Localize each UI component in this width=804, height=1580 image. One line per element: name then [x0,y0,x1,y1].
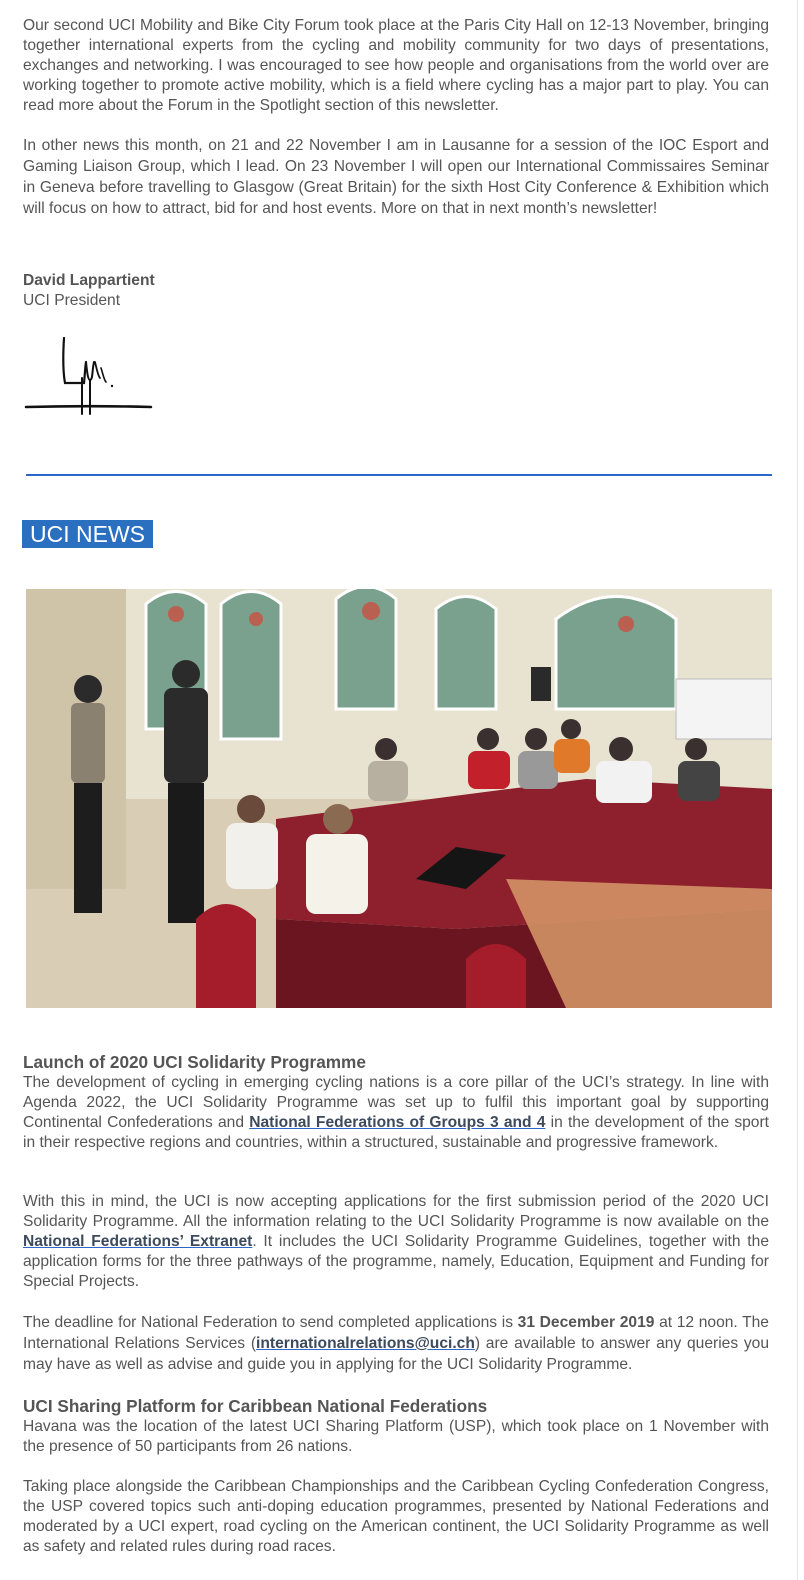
article-1-paragraph-2 [23,1192,769,1292]
article-1-p1-text-a: The development of cycling in emerging cycling nations is a core pillar of the UCI’s strategy. In line with Agenda 2022, the UCI Solidarity Programme was set up to fulfil this important goal by supporting Continental Confederations and [23,1074,769,1131]
section-divider [26,474,772,476]
article-1-p2-text-b: . It includes the UCI Solidarity Programme Guidelines, together with the application forms for the three pathways of the programme, namely, Education, Equipment and Funding for Special Projects. [23,1233,769,1290]
article-1-paragraph-3 [23,1312,769,1375]
handwritten-signature [24,334,156,420]
intro-paragraph-1: Our second UCI Mobility and Bike City Forum took place at the Paris City Hall on 12-13 November, bringing together international experts from the cycling and mobility community for two days of presentations, exchanges and networking. I was encouraged to see how people and organisations from the world over are working together to promote active mobility, which is a field where cycling has a major part to play. You can read more about the Forum in the Spotlight section of this newsletter. [23,17,769,114]
article-1-p3-text-c: ) are available to answer any queries you may have as well as advise and guide you in applying for the UCI Solidarity Programme. [23,1335,769,1373]
intro-paragraph-2: In other news this month, on 21 and 22 November I am in Lausanne for a session of the IOC Esport and Gaming Liaison Group, which I lead. On 23 November I will open our International Commissaires Seminar in Geneva before travelling to Glasgow (Great Britain) for the sixth Host City Conference & Exhibition which will focus on how to attract, bid for and host events. More on that in next month’s newsletter! [23,137,769,217]
article-2-paragraph-2: Taking place alongside the Caribbean Championships and the Caribbean Cycling Confederation Congress, the USP covered topics such anti-doping education programmes, presented by National Federations and moderated by a UCI expert, road cycling on the American continent, the UCI Solidarity Programme as well as safety and related rules during road races. [23,1478,769,1555]
article-1-title: Launch of 2020 UCI Solidarity Programme [23,1052,366,1072]
article-1-p3-text-a: The deadline for National Federation to send completed applications is [23,1314,518,1331]
section-title-badge: UCI NEWS [22,520,153,548]
article-1-p1-text-b: in the development of the sport in their respective regions and countries, within a structured, sustainable and progressive framework. [23,1114,769,1151]
article-1-p2-text-a: With this in mind, the UCI is now accepting applications for the first submission period of the 2020 UCI Solidarity Programme. All the information relating to the UCI Solidarity Programme is now available on the [23,1193,769,1230]
article-1-paragraph-1 [23,1073,769,1153]
article-1-p3-text-b: at 12 noon. The International Relations Services ( [23,1314,769,1352]
signatory-title: UCI President [23,292,121,309]
signatory-name: David Lappartient [23,272,155,289]
federations-extranet-link[interactable]: National Federations’ Extranet [23,1233,253,1250]
deadline-date: 31 December 2019 [517,1314,655,1331]
group-3-4-federations-link[interactable]: National Federations of Groups 3 and 4 [249,1114,546,1131]
international-relations-email-link[interactable]: internationalrelations@uci.ch [256,1335,475,1352]
article-2-paragraph-1: Havana was the location of the latest UCI Sharing Platform (USP), which took place on 1 November with the presence of 50 participants from 26 nations. [23,1418,769,1455]
article-2-title: UCI Sharing Platform for Caribbean National Federations [23,1396,488,1416]
seminar-photo [26,589,772,1008]
